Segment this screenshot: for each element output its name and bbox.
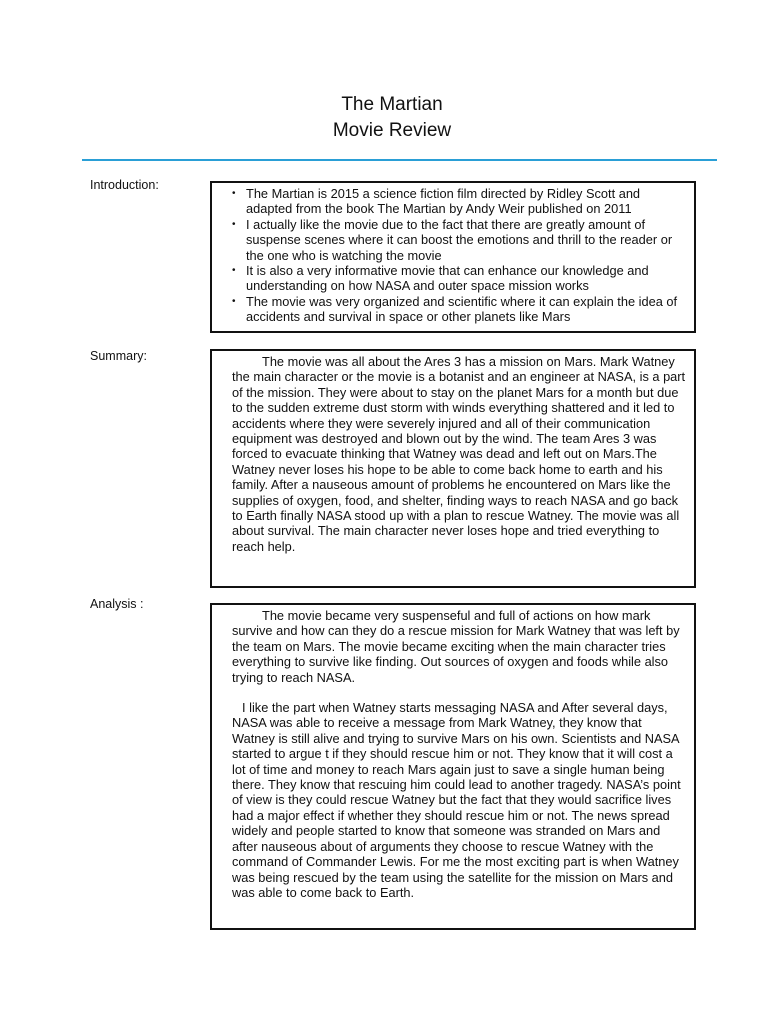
list-item [222, 217, 686, 263]
bullet-text: It is also a very informative movie that can enhance our knowledge and understanding on how NASA and outer space mission works [246, 263, 649, 294]
title-divider [82, 159, 717, 161]
page-title [0, 92, 768, 144]
summary-box [210, 349, 696, 588]
bullet-icon: • [232, 295, 236, 307]
bullet-icon: • [232, 265, 236, 277]
introduction-box [210, 181, 696, 333]
analysis-box [210, 603, 696, 930]
summary-text: The movie was all about the Ares 3 has a mission on Mars. Mark Watney the main character or the movie is a botanist and an engineer at NASA, is a part of the mission. They were about to stay on the planet Mars for a month but due to the sudden extreme dust storm with winds everything shattered and it led to accidents where they were severely injured and all of their communication equipment was destroyed and blown out by the wind. The team Ares 3 was forced to evacuate thinking that Watney was dead and left out on Mars.The Watney never loses his hope to be able to come back home to earth and his family. After a nauseous amount of problems he encountered on Mars like the supplies of oxygen, food, and shelter, finding ways to reach NASA and go back to Earth finally NASA stood up with a plan to rescue Watney. The movie was all about survival. The main character never loses hope and tried everything to reach help. [232, 354, 686, 554]
bullet-icon: • [232, 188, 236, 199]
list-item [222, 186, 686, 217]
bullet-text: I actually like the movie due to the fact that there are greatly amount of suspense scenes where it can boost the emotions and thrill to the reader or the one who is watching the movie [246, 216, 673, 263]
analysis-paragraph-2: I like the part when Watney starts messaging NASA and After several days, NASA was able to receive a message from Mark Watney, they know that Watney is still alive and trying to survive Mars on his own. Scientists and NASA started to argue t if they should rescue him or not. They know that it will cost a lot of time and money to reach Mars again just to save a single human being there. They know that rescuing him could lead to another tragedy. NASA’s point of view is they could rescue Watney but the fact that they would sacrifice lives had a major effect if whether they should rescue him or not. The news spread widely and people started to know that someone was stranded on Mars and after nauseous about of arguments they choose to rescue Watney with the command of Commander Lewis. For me the most exciting part is when Watney was being rescued by the team using the satellite for the mission on Mars and was able to come back to Earth. [232, 700, 681, 900]
bullet-text: The Martian is 2015 a science fiction film directed by Ridley Scott and adapted from the book The Martian by Andy Weir published on 2011 [246, 186, 641, 217]
bullet-icon: • [232, 218, 236, 230]
introduction-label: Introduction: [90, 178, 159, 192]
analysis-label: Analysis : [90, 597, 144, 611]
title-line-1: The Martian [341, 94, 443, 115]
analysis-paragraph-1: The movie became very suspenseful and full of actions on how mark survive and how can they do a rescue mission for Mark Watney that was left by the team on Mars. The movie became exciting when the main character tries everything to survive like finding. Out sources of oxygen and foods while also trying to reach NASA. [232, 608, 680, 685]
introduction-bullet-list [222, 186, 686, 325]
list-item [222, 263, 686, 294]
list-item [222, 294, 686, 325]
title-line-2: Movie Review [332, 120, 452, 141]
summary-label: Summary: [90, 349, 147, 363]
bullet-text: The movie was very organized and scientific where it can explain the idea of accidents and survival in space or other planets like Mars [246, 293, 678, 325]
